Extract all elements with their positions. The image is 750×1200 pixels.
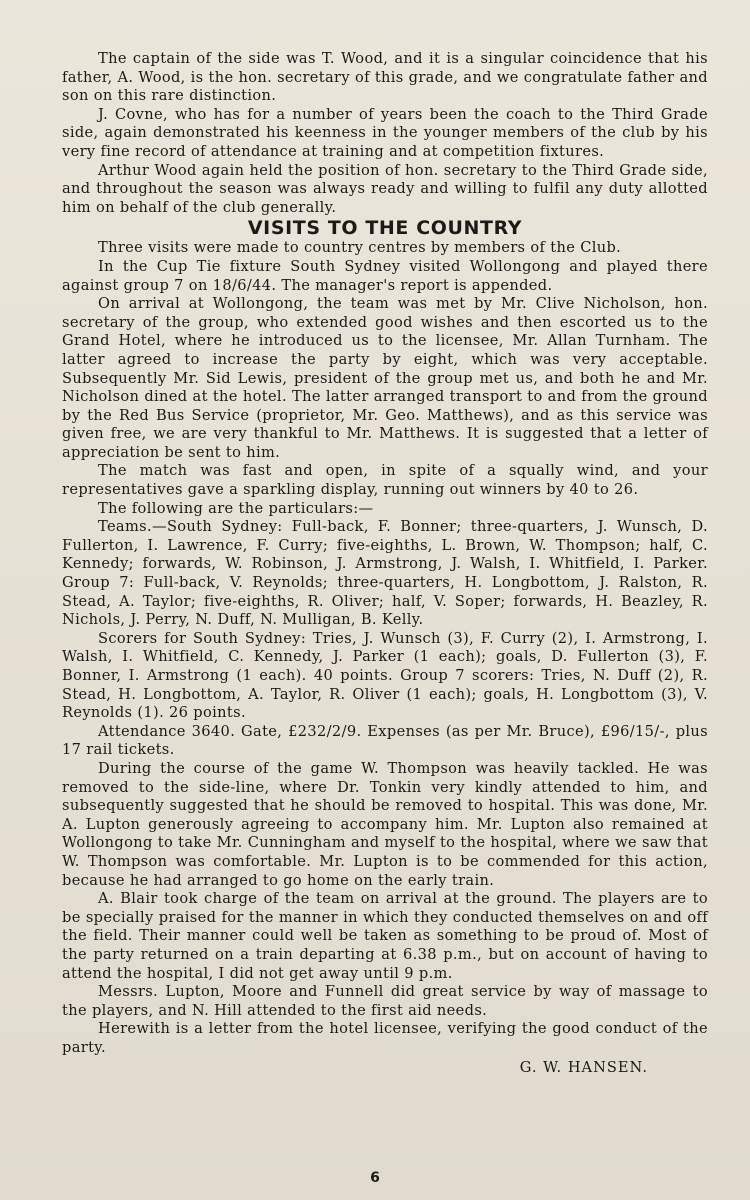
paragraph-secretary: Arthur Wood again held the position of hon. secretary to the Third Grade side, and throughout the season was always ready and willing to fulfil any duty allotted him on behalf of the club generally. (62, 161, 708, 216)
paragraph-captain: The captain of the side was T. Wood, and it is a singular coincidence that his father, A. Wood, is the hon. secretary of this grade, and we congratulate father and son on this rare distinction. (62, 50, 708, 105)
paragraph-massage: Messrs. Lupton, Moore and Funnell did great service by way of massage to the players, and N. Hill attended to the first aid needs. (62, 983, 708, 1019)
paragraph-injury: During the course of the game W. Thompson was heavily tackled. He was removed to the side-line, where Dr. Tonkin very kindly attended to him, and subsequently suggested that he should be removed to hospital. This was done, Mr. A. Lupton generously agreeing to accompany him. Mr. Lupton also remained at Wollongong to take Mr. Cunningham and myself to the hospital, where we saw that W. Thompson was comfortable. Mr. Lupton is to be commended for this action, because he had arranged to go home on the early train. (62, 759, 708, 889)
body-text (62, 50, 708, 1078)
section-heading: VISITS TO THE COUNTRY (247, 217, 523, 240)
paragraph-letter: Herewith is a letter from the hotel licensee, verifying the good conduct of the party. (62, 1020, 708, 1056)
paragraph-scorers: Scorers for South Sydney: Tries, J. Wunsch (3), F. Curry (2), I. Armstrong, I. Walsh, I. Whitfield, C. Kennedy, J. Parker (1 each); goals, D. Fullerton (3), F. Bonner, I. Armstrong (1 each). 40 points. Group 7 scorers: Tries, N. Duff (2), R. Stead, H. Longbottom, A. Taylor, R. Oliver (1 each); goals, H. Longbottom (3), V. Reynolds (1). 26 points. (62, 629, 708, 722)
paragraph-cup-tie: In the Cup Tie fixture South Sydney visited Wollongong and played there against group 7 on 18/6/44. The manager's report is appended. (62, 257, 708, 294)
paragraph-coach: J. Covne, who has for a number of years been the coach to the Third Grade side, again demonstrated his keenness in the younger members of the club by his very fine record of attendance at training and at competition fixtures. (62, 105, 708, 160)
paragraph-visits: Three visits were made to country centres by members of the Club. (98, 239, 622, 257)
signature: G. W. HANSEN. (519, 1059, 648, 1077)
page-number: 6 (370, 1170, 380, 1186)
paragraph-match: The match was fast and open, in spite of a squally wind, and your representatives gave a sparkling display, running out winners by 40 to 26. (62, 462, 708, 499)
paragraph-blair: A. Blair took charge of the team on arrival at the ground. The players are to be specially praised for the manner in which they conducted themselves on and off the field. Their manner could well be taken as something to be proud of. Most of the party returned on a train departing at 6.38 p.m., but on account of having to attend the hospital, I did not get away until 9 p.m. (62, 890, 708, 982)
paragraph-arrival: On arrival at Wollongong, the team was met by Mr. Clive Nicholson, hon. secretary of the group, who extended good wishes and then escorted us to the Grand Hotel, where he introduced us to the licensee, Mr. Allan Turnham. The latter agreed to increase the party by eight, which was very acceptable. Subsequently Mr. Sid Lewis, president of the group met us, and both he and Mr. Nicholson dined at the hotel. The latter arranged transport to and from the ground by the Red Bus Service (proprietor, Mr. Geo. Matthews), and as this service was given free, we are very thankful to Mr. Matthews. It is suggested that a letter of appreciation be sent to him. (62, 295, 708, 461)
paragraph-teams: Teams.—South Sydney: Full-back, F. Bonner; three-quarters, J. Wunsch, D. Fullerton, I. Lawrence, F. Curry; five-eighths, L. Brown, W. Thompson; half, C. Kennedy; forwards, W. Robinson, J. Armstrong, J. Walsh, I. Whitfield, I. Parker. Group 7: Full-back, V. Reynolds; three-quarters, H. Longbottom, J. Ralston, R. Stead, A. Taylor; five-eighths, R. Oliver; half, V. Soper; forwards, H. Beazley, R. Nichols, J. Perry, N. Duff, N. Mulligan, B. Kelly. (62, 518, 708, 629)
paragraph-attendance: Attendance 3640. Gate, £232/2/9. Expenses (as per Mr. Bruce), £96/15/-, plus 17 rail tickets. (62, 722, 708, 759)
paragraph-particulars: The following are the particulars:— (98, 499, 374, 517)
